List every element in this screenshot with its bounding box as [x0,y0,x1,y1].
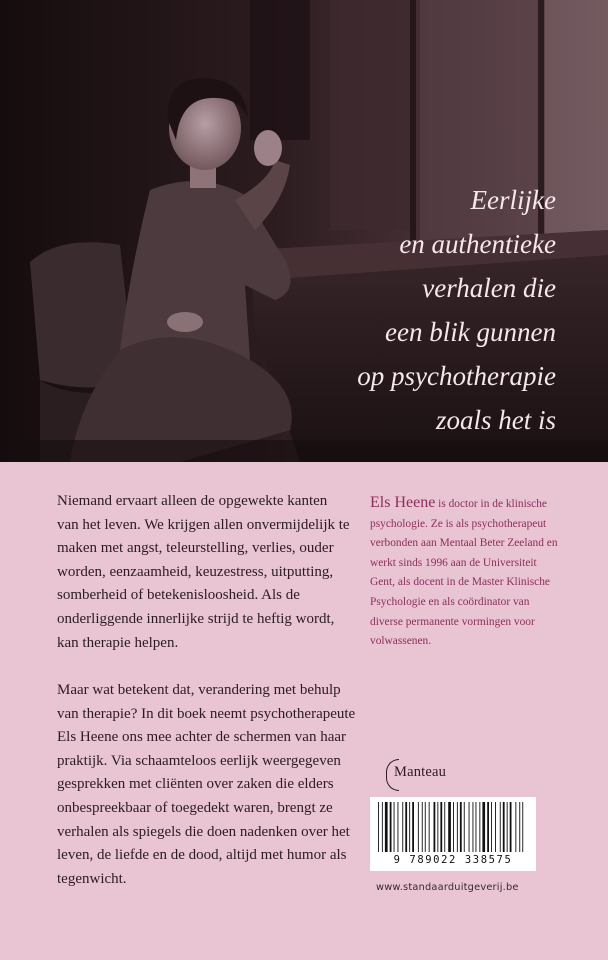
barcode-bar [398,802,399,852]
publisher-website: www.standaarduitgeverij.be [376,882,519,893]
barcode-bar [444,802,445,852]
barcode-bar [437,802,438,852]
barcode-bar [507,802,508,852]
blurb-line: Maar wat betekent dat, verandering met behulp [57,682,341,698]
barcode-bar [519,802,520,852]
barcode-bar [402,802,403,852]
publisher-name: Manteau [394,764,447,780]
barcode-bar [409,802,410,852]
author-photo [0,0,608,462]
quote-line: zoals het is [435,405,556,435]
blurb-line: somberheid of betekenisloosheid. Als de [57,587,300,604]
barcode-bar [425,802,426,852]
bio-line: Psychologie en als coördinator van [370,595,530,608]
isbn-barcode [370,797,536,871]
barcode-bar [412,802,414,852]
blurb-line: verhalen als spiegels die doen nadenken over het [57,823,350,840]
barcode-bar [503,802,505,852]
blurb-line: gesprekken met cliënten over zaken die elders [57,776,334,793]
blurb-line: leven, de liefde en de dood, altijd met humor als [57,847,347,864]
barcode-bar [510,802,512,852]
bio-line: verbonden aan Mentaal Beter Zeeland en [370,537,558,550]
barcode-bar [491,802,492,852]
blurb-line: Els Heene ons mee achter de schermen van haar [57,729,347,746]
barcode-bar [429,802,430,852]
blurb-line: van therapie? In dit boek neemt psychotherapeute [57,705,356,722]
quote-line: en authentieke [399,229,556,259]
barcode-bar [394,802,395,852]
quote-line: verhalen die [422,273,556,303]
blurb-line: van het leven. We krijgen allen onvermijdelijk te [57,516,350,533]
barcode-bar [385,802,388,852]
author-bio [370,493,590,652]
barcode-bar [482,802,485,852]
barcode-bar [473,802,474,852]
blurb-line: Niemand ervaart alleen de opgewekte kanten [57,493,328,509]
blurb-line: maken met angst, teleurstelling, verlies, ouder [57,540,334,557]
barcode-bar [460,802,462,852]
quote-line: een blik gunnen [385,317,556,347]
blurb-paragraph-2 [57,679,377,891]
blurb-paragraph-1 [57,490,377,655]
quote-line: op psychotherapie [357,361,556,391]
barcode-bar [440,802,442,852]
bio-first-line [370,493,590,515]
bio-first-line-rest: is doctor in de klinische [435,498,547,510]
barcode-bar [469,802,470,852]
blurb-line: kan therapie helpen. [57,634,179,651]
blurb-line: tegenwicht. [57,870,127,887]
author-name: Els Heene [370,494,436,511]
barcode-bar [434,802,436,852]
bio-line: Gent, als docent in de Master Klinische [370,576,550,589]
barcode-bar [464,802,465,852]
barcode-bar [378,802,379,852]
barcode-bar [390,802,392,852]
isbn-number: 9 789022 338575 [393,854,513,866]
barcode-bar [457,802,458,852]
barcode-bar [453,802,454,852]
barcode-bar [479,802,480,852]
blurb-line: worden, eenzaamheid, keuzestress, uitputting, [57,563,334,580]
barcode-bar [405,802,407,852]
barcode-bars [376,802,530,854]
barcode-bar [515,802,516,852]
blurb-line: praktijk. Via schaamteloos eerlijk weergegeven [57,752,341,769]
blurb-line: onbespreekbaar of toegedekt waren, brengt ze [57,799,333,816]
bio-line: psychologie. Ze is als psychotherapeut [370,517,547,530]
barcode-bar [487,802,489,852]
quote-line: Eerlijke [470,185,556,215]
barcode-bar [422,802,423,852]
barcode-bar [476,802,477,852]
barcode-bar [418,802,419,852]
cover-quote [226,178,556,442]
barcode-bar [448,802,451,852]
bio-line: diverse permanente vormingen voor [370,615,535,628]
bio-line: volwassenen. [370,635,432,648]
barcode-bar [495,802,496,852]
barcode-bar [500,802,501,852]
barcode-bar [382,802,383,852]
bio-line: werkt sinds 1996 aan de Universiteit [370,556,537,569]
publisher-logo [386,757,486,791]
barcode-bar [522,802,523,852]
blurb-line: onderliggende innerlijke strijd te heftig wordt, [57,610,335,627]
